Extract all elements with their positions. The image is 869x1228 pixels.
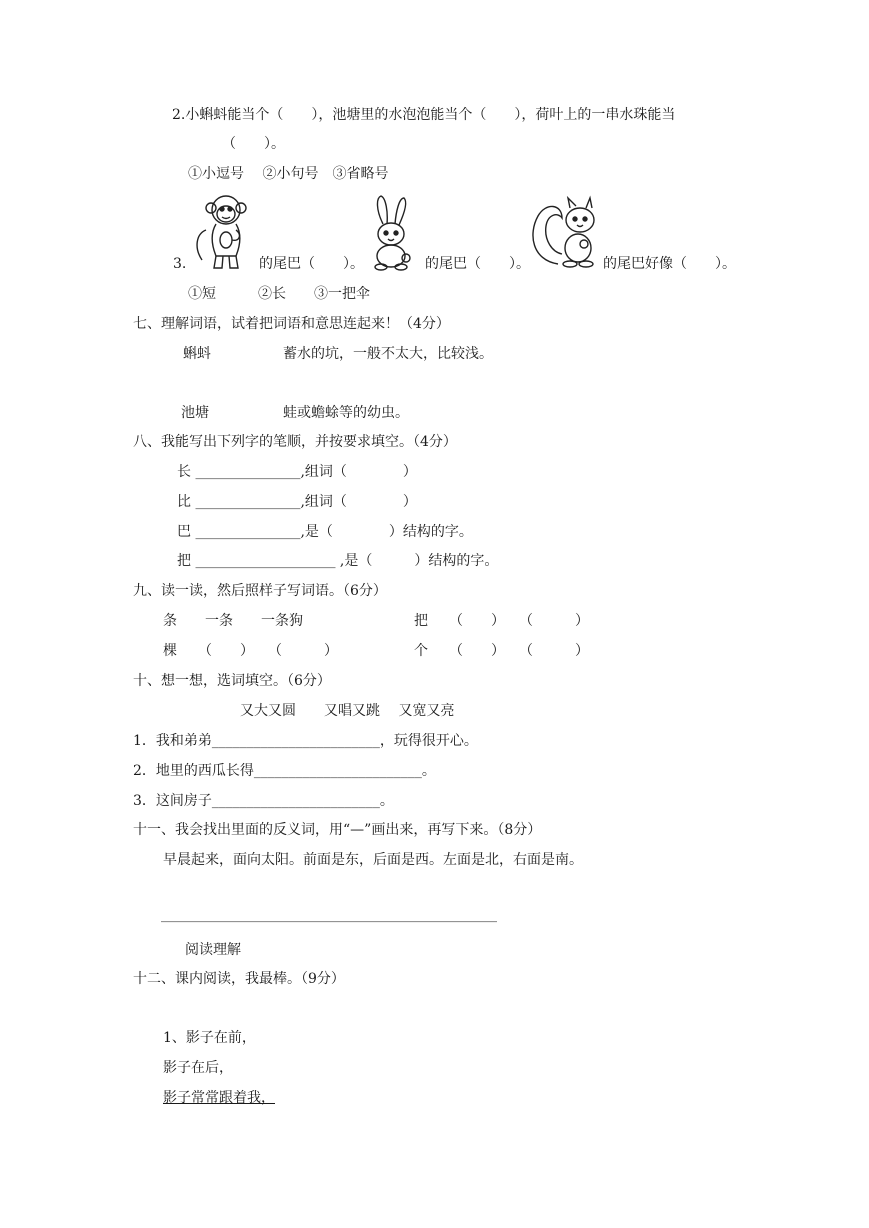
- q9-row1-left: 条 一条 一条狗: [163, 613, 303, 629]
- q6-item3-num: 3.: [173, 256, 187, 272]
- squirrel-icon: [528, 194, 604, 272]
- poem-line-1: 1、影子在前，: [163, 1030, 256, 1046]
- q8-row4: 把 ____________________ ,是（ ）结构的字。: [177, 553, 499, 569]
- poem-line-3: 影子常常跟着我，: [163, 1090, 275, 1106]
- q9-row1-right: 把 （ ） （ ）: [414, 613, 589, 629]
- poem-line-2: 影子在后，: [163, 1060, 233, 1076]
- q11-text: 早晨起来，面向太阳。前面是东，后面是西。左面是北，右面是南。: [163, 852, 583, 868]
- q6-item2-line2: （ ）。: [222, 136, 285, 152]
- q9-row2-right: 个 （ ） （ ）: [414, 643, 589, 659]
- reading-heading: 阅读理解: [185, 942, 241, 958]
- q10-title: 十、想一想，选词填空。（6分）: [133, 673, 331, 689]
- q8-row1: 长 _______________,组词（ ）: [177, 464, 417, 480]
- q9-title: 九、读一读，然后照样子写词语。（6分）: [133, 583, 387, 599]
- q11-title: 十一、我会找出里面的反义词，用“—”画出来，再写下来。（8分）: [133, 822, 542, 838]
- q10-choices: 又大又圆 又唱又跳 又宽又亮: [240, 703, 455, 719]
- q9-row2-left: 棵 （ ） （ ）: [163, 643, 338, 659]
- q6-item2-line1: 2.小蝌蚪能当个（ ），池塘里的水泡泡能当个（ ），荷叶上的一串水珠能当: [172, 107, 676, 123]
- monkey-icon: [192, 190, 260, 272]
- q7-title: 七、理解词语，试着把词语和意思连起来！（4分）: [133, 316, 450, 332]
- q6-item3-options: ①短 ②长 ③一把伞: [188, 286, 370, 302]
- q6-item3-monkey-text: 的尾巴（ ）。: [259, 256, 364, 272]
- q6-item3-squirrel-text: 的尾巴好像（ ）。: [603, 256, 736, 272]
- q10-sentence-1: 1．我和弟弟________________________，玩得很开心。: [133, 733, 478, 749]
- q12-title: 十二、课内阅读，我最棒。（9分）: [133, 971, 345, 987]
- q8-title: 八、我能写出下列字的笔顺，并按要求填空。（4分）: [133, 434, 457, 450]
- q11-answer-line: ________________________________________________: [161, 907, 497, 923]
- rabbit-icon: [366, 194, 416, 272]
- q7-word1: 蝌蚪: [183, 346, 211, 362]
- q7-word2: 池塘: [181, 405, 209, 421]
- q6-item2-options: ①小逗号 ②小句号 ③省略号: [188, 166, 389, 182]
- q10-sentence-3: 3．这间房子________________________。: [133, 793, 394, 809]
- q7-meaning1: 蓄水的坑，一般不太大，比较浅。: [283, 346, 493, 362]
- q8-row3: 巴 _______________,是（ ）结构的字。: [177, 524, 473, 540]
- q10-sentence-2: 2．地里的西瓜长得________________________。: [133, 763, 436, 779]
- q8-row2: 比 _______________,组词（ ）: [177, 494, 417, 510]
- q6-item3-rabbit-text: 的尾巴（ ）。: [425, 256, 530, 272]
- q7-meaning2: 蛙或蟾蜍等的幼虫。: [283, 405, 409, 421]
